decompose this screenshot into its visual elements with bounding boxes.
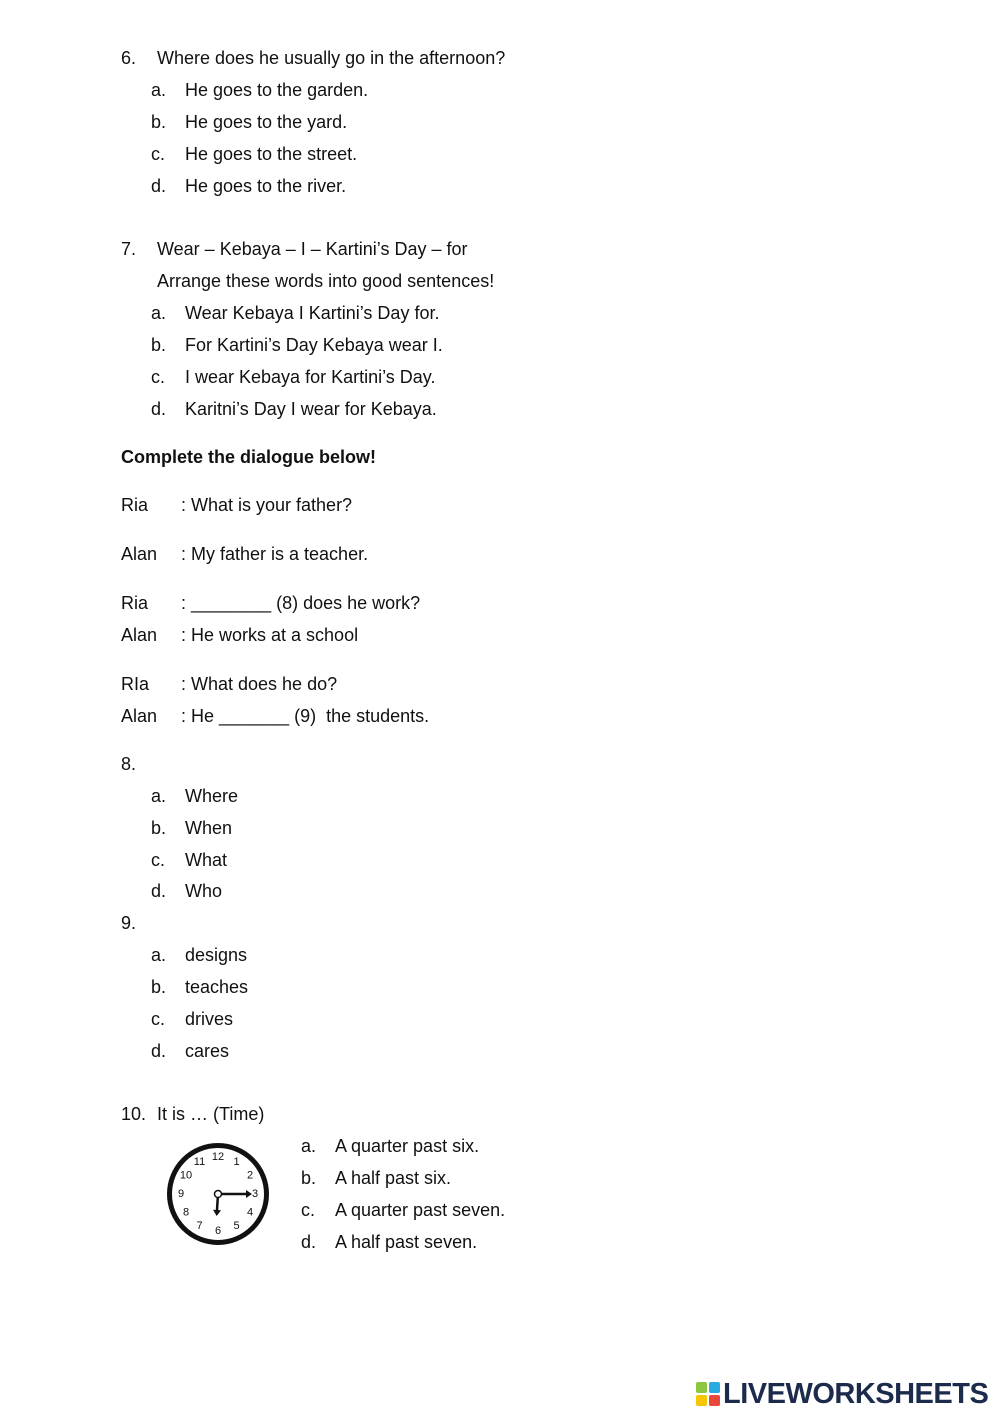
- q7-option-d-text[interactable]: Karitni’s Day I wear for Kebaya.: [185, 399, 437, 419]
- dialogue-speaker-4: Alan: [121, 625, 158, 645]
- q9-number: 9.: [121, 913, 137, 933]
- q9-option-d-text[interactable]: cares: [185, 1041, 230, 1061]
- q6-option-a-letter: a.: [151, 80, 167, 100]
- clock-numeral-9: 9: [177, 1188, 185, 1200]
- dialogue-line-3: : ________ (8) does he work?: [181, 593, 421, 613]
- q10-number: 10.: [121, 1104, 147, 1124]
- dialogue-speaker-6: Alan: [121, 706, 158, 726]
- clock-numeral-2: 2: [246, 1169, 254, 1182]
- q10-option-c-letter: c.: [301, 1200, 316, 1220]
- dialogue-line-1: : What is your father?: [181, 495, 353, 515]
- q10-option-c-text[interactable]: A quarter past seven.: [335, 1200, 506, 1220]
- clock-numeral-10: 10: [179, 1169, 193, 1182]
- logo-tile-green: [696, 1382, 707, 1393]
- logo-tile-blue: [709, 1382, 720, 1393]
- dialogue-line-4: : He works at a school: [181, 625, 359, 645]
- q8-option-d-text[interactable]: Who: [185, 881, 223, 901]
- dialogue-speaker-2: Alan: [121, 544, 158, 564]
- q6-option-b-letter: b.: [151, 112, 167, 132]
- q6-option-b-text[interactable]: He goes to the yard.: [185, 112, 348, 132]
- q10-option-d-letter: d.: [301, 1232, 317, 1252]
- q10-option-d-text[interactable]: A half past seven.: [335, 1232, 478, 1252]
- q8-option-c-letter: c.: [151, 850, 166, 870]
- q7-option-a-letter: a.: [151, 303, 167, 323]
- q6-option-c-text[interactable]: He goes to the street.: [185, 144, 358, 164]
- q8-option-b-text[interactable]: When: [185, 818, 233, 838]
- clock-numeral-5: 5: [233, 1220, 240, 1232]
- q8-option-c-text[interactable]: What: [185, 850, 228, 870]
- clock-illustration: [166, 1142, 270, 1246]
- dialogue-heading: Complete the dialogue below!: [121, 447, 377, 467]
- q10-option-a-letter: a.: [301, 1136, 317, 1156]
- q7-option-c-letter: c.: [151, 367, 166, 387]
- clock-numeral-4: 4: [246, 1206, 254, 1219]
- q10-question: It is … (Time): [157, 1104, 265, 1124]
- logo-tile-yellow: [696, 1395, 707, 1406]
- logo-tiles-icon: [696, 1382, 720, 1406]
- q8-option-d-letter: d.: [151, 881, 167, 901]
- q9-option-c-text[interactable]: drives: [185, 1009, 234, 1029]
- q6-option-c-letter: c.: [151, 144, 166, 164]
- dialogue-speaker-3: Ria: [121, 593, 149, 613]
- q7-instruction: Arrange these words into good sentences!: [157, 271, 495, 291]
- q9-option-c-letter: c.: [151, 1009, 166, 1029]
- dialogue-line-6: : He _______ (9) the students.: [181, 706, 430, 726]
- q10-option-a-text[interactable]: A quarter past six.: [335, 1136, 480, 1156]
- dialogue-line-2: : My father is a teacher.: [181, 544, 369, 564]
- q6-option-d-text[interactable]: He goes to the river.: [185, 176, 347, 196]
- q7-words: Wear – Kebaya – I – Kartini’s Day – for: [157, 239, 468, 259]
- q7-option-d-letter: d.: [151, 399, 167, 419]
- q7-number: 7.: [121, 239, 137, 259]
- clock-numeral-3: 3: [251, 1188, 259, 1200]
- q7-option-b-text[interactable]: For Kartini’s Day Kebaya wear I.: [185, 335, 443, 355]
- q9-option-a-letter: a.: [151, 945, 167, 965]
- q8-number: 8.: [121, 754, 137, 774]
- q9-option-b-letter: b.: [151, 977, 167, 997]
- dialogue-line-5: : What does he do?: [181, 674, 338, 694]
- q7-option-b-letter: b.: [151, 335, 167, 355]
- clock-numeral-11: 11: [193, 1156, 206, 1168]
- q6-option-a-text[interactable]: He goes to the garden.: [185, 80, 369, 100]
- q9-option-a-text[interactable]: designs: [185, 945, 248, 965]
- q9-option-d-letter: d.: [151, 1041, 167, 1061]
- q6-question: Where does he usually go in the afternoon?: [157, 48, 506, 68]
- q6-number: 6.: [121, 48, 137, 68]
- logo-tile-red: [709, 1395, 720, 1406]
- logo-text: LIVEWORKSHEETS: [723, 1378, 989, 1410]
- dialogue-speaker-1: Ria: [121, 495, 149, 515]
- q8-option-a-letter: a.: [151, 786, 167, 806]
- clock-numeral-12: 12: [211, 1151, 225, 1163]
- q10-option-b-letter: b.: [301, 1168, 317, 1188]
- clock-numeral-1: 1: [233, 1156, 240, 1168]
- dialogue-speaker-5: RIa: [121, 674, 150, 694]
- q7-option-a-text[interactable]: Wear Kebaya I Kartini’s Day for.: [185, 303, 440, 323]
- q9-option-b-text[interactable]: teaches: [185, 977, 249, 997]
- q10-option-b-text[interactable]: A half past six.: [335, 1168, 452, 1188]
- clock-numeral-6: 6: [214, 1225, 222, 1237]
- clock-center-pin: [215, 1191, 222, 1198]
- clock-numeral-8: 8: [182, 1206, 190, 1219]
- q6-option-d-letter: d.: [151, 176, 167, 196]
- q8-option-a-text[interactable]: Where: [185, 786, 239, 806]
- q7-option-c-text[interactable]: I wear Kebaya for Kartini’s Day.: [185, 367, 436, 387]
- q8-option-b-letter: b.: [151, 818, 167, 838]
- clock-numeral-7: 7: [196, 1220, 203, 1232]
